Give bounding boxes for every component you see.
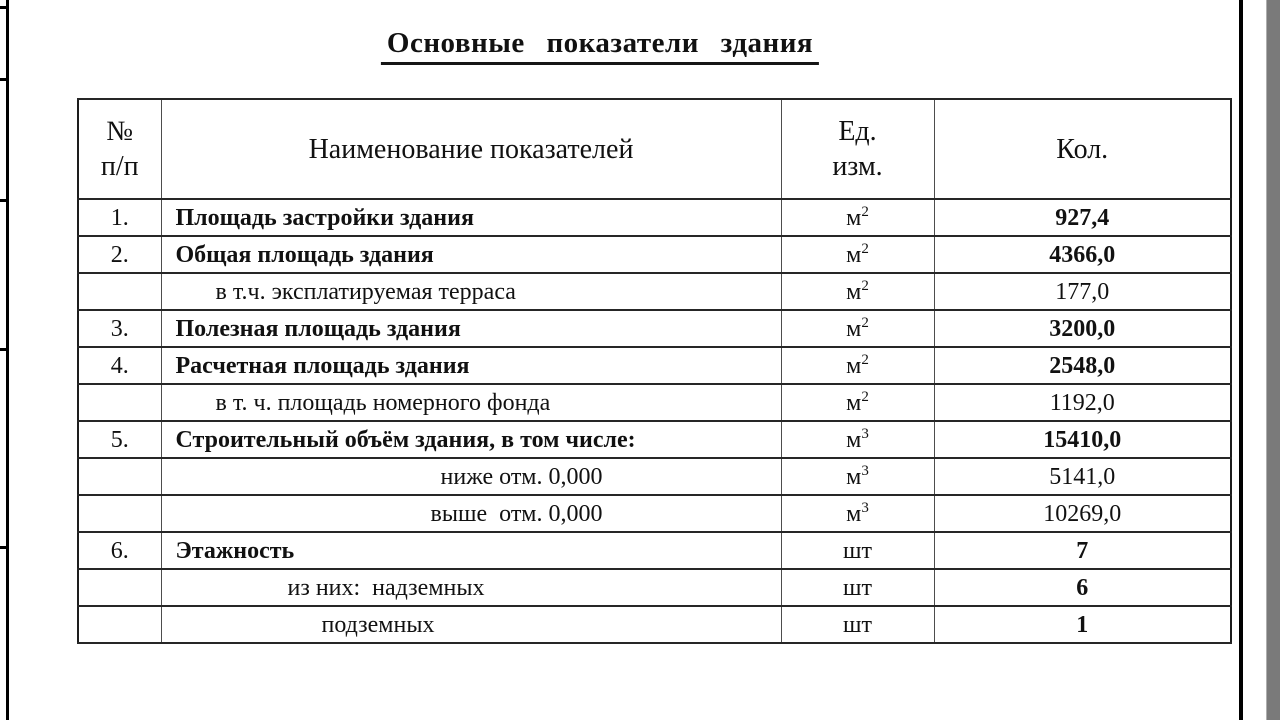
- row-value-cell: 2548,0: [934, 347, 1231, 384]
- row-number-cell: 3.: [78, 310, 161, 347]
- row-number-cell: [78, 495, 161, 532]
- row-value-cell: 7: [934, 532, 1231, 569]
- row-unit-cell: шт: [781, 606, 934, 643]
- row-value-cell: 6: [934, 569, 1231, 606]
- row-unit-cell: $м^2$: [781, 199, 934, 236]
- header-number-line2: п/п: [100, 151, 139, 182]
- table-row: [78, 421, 1231, 458]
- header-name: Наименование показателей: [161, 99, 781, 199]
- page-edge-gray-band: [1266, 0, 1280, 720]
- header-number-line1: №: [106, 116, 134, 147]
- row-name-cell: из них: надземных: [161, 569, 781, 606]
- fold-tick: [0, 199, 9, 202]
- row-value-cell: 1192,0: [934, 384, 1231, 421]
- header-row: [78, 99, 1231, 199]
- row-number-cell: 2.: [78, 236, 161, 273]
- row-name-cell: Площадь застройки здания: [161, 199, 781, 236]
- table-row: [78, 606, 1231, 643]
- row-name-cell: Этажность: [161, 532, 781, 569]
- row-number-cell: [78, 458, 161, 495]
- row-number-cell: 6.: [78, 532, 161, 569]
- page-title: Основные показатели здания: [381, 27, 819, 65]
- row-unit-cell: $м^2$: [781, 347, 934, 384]
- row-name-cell: Строительный объём здания, в том числе:: [161, 421, 781, 458]
- sheet-frame-left-line: [6, 0, 9, 720]
- building-indicators-table: [77, 98, 1232, 644]
- table-row: [78, 273, 1231, 310]
- row-unit-cell: $м^2$: [781, 384, 934, 421]
- row-number-cell: 5.: [78, 421, 161, 458]
- table-row: [78, 458, 1231, 495]
- row-value-cell: 1: [934, 606, 1231, 643]
- header-unit: [781, 99, 934, 199]
- row-value-cell: 927,4: [934, 199, 1231, 236]
- row-name-cell: в т.ч. эксплатируемая терраса: [161, 273, 781, 310]
- row-name-cell: выше отм. 0,000: [161, 495, 781, 532]
- fold-tick: [0, 78, 9, 81]
- row-number-cell: [78, 384, 161, 421]
- table-row: [78, 532, 1231, 569]
- row-unit-cell: $м^2$: [781, 273, 934, 310]
- table-row: [78, 569, 1231, 606]
- row-unit-cell: $м^3$: [781, 495, 934, 532]
- header-unit-line2: изм.: [832, 151, 883, 182]
- sheet-frame-right-line: [1239, 0, 1243, 720]
- table-row: [78, 495, 1231, 532]
- header-quantity: Кол.: [934, 99, 1231, 199]
- fold-tick: [0, 348, 9, 351]
- row-number-cell: [78, 569, 161, 606]
- row-name-cell: в т. ч. площадь номерного фонда: [161, 384, 781, 421]
- row-name-cell: Полезная площадь здания: [161, 310, 781, 347]
- row-unit-cell: $м^3$: [781, 421, 934, 458]
- row-name-cell: подземных: [161, 606, 781, 643]
- fold-tick: [0, 6, 9, 9]
- header-unit-line1: Ед.: [838, 116, 877, 147]
- table-row: [78, 384, 1231, 421]
- row-unit-cell: шт: [781, 569, 934, 606]
- row-value-cell: 15410,0: [934, 421, 1231, 458]
- row-unit-cell: шт: [781, 532, 934, 569]
- row-value-cell: 5141,0: [934, 458, 1231, 495]
- row-value-cell: 4366,0: [934, 236, 1231, 273]
- table-row: [78, 347, 1231, 384]
- row-unit-cell: $м^3$: [781, 458, 934, 495]
- table-row: [78, 199, 1231, 236]
- row-number-cell: [78, 606, 161, 643]
- row-value-cell: 177,0: [934, 273, 1231, 310]
- row-name-cell: ниже отм. 0,000: [161, 458, 781, 495]
- row-name-cell: Общая площадь здания: [161, 236, 781, 273]
- row-value-cell: 10269,0: [934, 495, 1231, 532]
- row-number-cell: [78, 273, 161, 310]
- header-number: [78, 99, 161, 199]
- row-number-cell: 4.: [78, 347, 161, 384]
- row-number-cell: 1.: [78, 199, 161, 236]
- row-unit-cell: $м^2$: [781, 236, 934, 273]
- row-unit-cell: $м^2$: [781, 310, 934, 347]
- table-row: [78, 236, 1231, 273]
- fold-tick: [0, 546, 9, 549]
- row-value-cell: 3200,0: [934, 310, 1231, 347]
- table-row: [78, 310, 1231, 347]
- row-name-cell: Расчетная площадь здания: [161, 347, 781, 384]
